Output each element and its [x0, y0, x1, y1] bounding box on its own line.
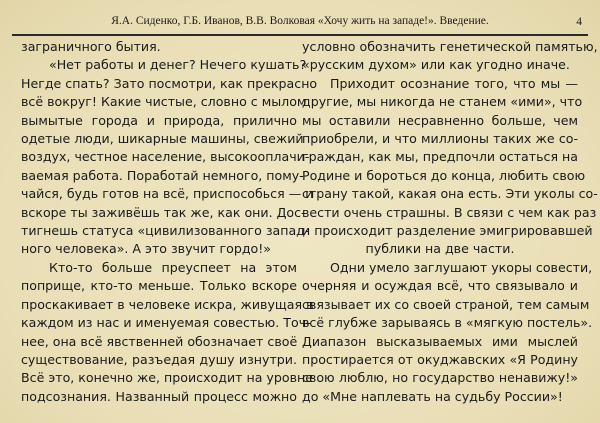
text-line: существование, разъедая душу изнутри. [21, 351, 297, 367]
page-number: 4 [576, 16, 582, 28]
text-line: Родине и бороться до конца, любить свою [302, 167, 586, 183]
text-line: всё глубже зарываясь в «мягкую постель». [302, 315, 593, 331]
text-line: «русским духом» или как угодно иначе. [302, 57, 570, 73]
text-line: каждом из нас и именуемая совестью. Точ- [21, 315, 311, 331]
left-text-column [21, 38, 318, 406]
text-line: страну такой, какая она есть. Эти уколы со- [302, 186, 598, 202]
text-line: другие, мы никогда не станем «ими», что [302, 94, 583, 110]
text-line: воздух, честное население, высокооплачи- [21, 149, 310, 165]
text-line: одетые люди, шикарные машины, свежий [21, 131, 304, 147]
text-line: мы оставили несравненно больше, чем [302, 112, 578, 128]
text-line: вскоре ты заживёшь так же, как они. Дос- [21, 204, 306, 220]
text-line: подсознания. Названный процесс можно [21, 388, 297, 404]
text-line: Одни умело заглушают укоры совести, [330, 259, 593, 275]
text-line: связывает их со своей страной, тем самым [302, 296, 590, 312]
text-line: Всё это, конечно же, происходит на уровне [21, 370, 313, 386]
text-line: ваемая работа. Поработай немного, пому- [21, 167, 304, 183]
text-line: «Нет работы и денег? Нечего кушать? [49, 57, 307, 73]
text-line: чайся, будь готов на всё, приспособься — и [21, 186, 314, 202]
text-line: поприще, кто-то меньше. Только вскоре [21, 278, 297, 294]
text-line: условно обозначить генетической памятью, [302, 39, 598, 54]
text-line: ного человека». А это звучит гордо!» [21, 241, 272, 257]
text-line: и происходит разделение эмигрировавшей [302, 223, 593, 239]
running-header [12, 6, 588, 36]
text-line: Негде спать? Зато посмотри, как прекрасно [21, 75, 318, 91]
text-line: вымытые города и природа, прилично [21, 112, 297, 128]
text-line: очерняя и осуждая всё, что связывало и [302, 278, 578, 294]
text-line: публики на две части. [365, 241, 515, 257]
text-line: проскакивает в человеке искра, живущая в [21, 296, 314, 312]
text-line: нее, она всё явственней обозначает своё [21, 333, 298, 349]
text-line: Кто-то больше преуспеет на этом [49, 259, 297, 275]
text-line: тигнешь статуса «цивилизованного запад- [21, 223, 310, 239]
text-line: до «Мне наплевать на судьбу России»! [302, 388, 563, 404]
right-text-column [302, 38, 598, 406]
text-line: свою люблю, но государство ненавижу!» [302, 370, 578, 386]
text-line: приобрели, и что миллионы таких же со- [302, 131, 578, 147]
text-line: граждан, как мы, предпочли остаться на [302, 149, 578, 165]
text-line: заграничного бытия. [21, 39, 161, 54]
text-line: Приходит осознание того, что мы — [330, 75, 578, 91]
text-line: вести очень страшны. В связи с чем как раз [302, 204, 597, 220]
text-line: Диапазон высказываемых ими мыслей [302, 333, 578, 349]
header-title: Я.А. Сиденко, Г.Б. Иванов, В.В. Волковая «Хочу жить на западе!». Введение. [111, 15, 489, 27]
text-line: простирается от окуджавских «Я Родину [302, 351, 578, 367]
text-line: всё вокруг! Какие чистые, словно с мылом [21, 94, 307, 110]
